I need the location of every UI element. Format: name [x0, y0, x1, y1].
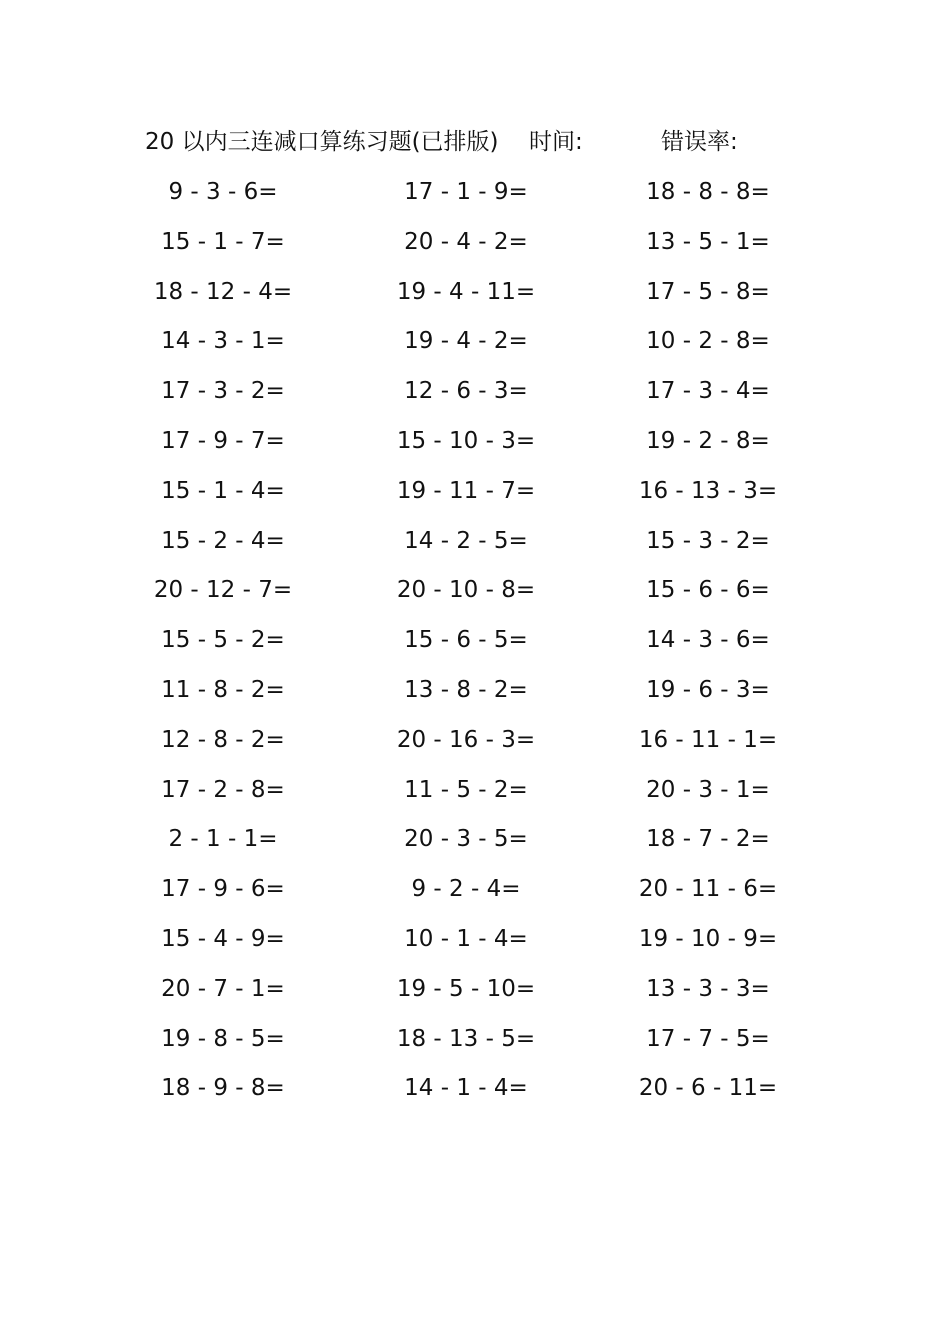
problem-item: 15 - 1 - 4=	[161, 477, 285, 504]
problem-item: 17 - 7 - 5=	[646, 1025, 770, 1052]
problem-item: 19 - 4 - 2=	[404, 328, 528, 355]
problem-grid	[0, 172, 950, 1118]
problem-item: 13 - 8 - 2=	[404, 676, 528, 703]
problem-row	[0, 670, 950, 720]
problem-item: 14 - 1 - 4=	[404, 1075, 528, 1102]
problem-row	[0, 222, 950, 272]
problem-item: 9 - 2 - 4=	[411, 876, 521, 903]
problem-item: 19 - 2 - 8=	[646, 427, 770, 454]
problem-row	[0, 272, 950, 322]
problem-item: 14 - 3 - 6=	[646, 627, 770, 654]
problem-item: 13 - 3 - 3=	[646, 975, 770, 1002]
problem-item: 19 - 6 - 3=	[646, 676, 770, 703]
time-label: 时间:	[529, 129, 583, 155]
problem-item: 11 - 8 - 2=	[161, 676, 285, 703]
problem-item: 17 - 9 - 6=	[161, 876, 285, 903]
error-rate-label: 错误率:	[661, 129, 738, 155]
worksheet-header	[145, 124, 845, 160]
problem-item: 2 - 1 - 1=	[168, 826, 278, 853]
problem-item: 20 - 4 - 2=	[404, 228, 528, 255]
problem-item: 17 - 9 - 7=	[161, 427, 285, 454]
problem-item: 11 - 5 - 2=	[404, 776, 528, 803]
problem-item: 20 - 10 - 8=	[396, 577, 536, 604]
problem-item: 13 - 5 - 1=	[646, 228, 770, 255]
problem-item: 18 - 9 - 8=	[161, 1075, 285, 1102]
problem-item: 20 - 6 - 11=	[638, 1075, 778, 1102]
problem-row	[0, 720, 950, 770]
problem-row	[0, 1068, 950, 1118]
problem-item: 17 - 5 - 8=	[646, 278, 770, 305]
problem-item: 15 - 6 - 5=	[404, 627, 528, 654]
problem-item: 19 - 8 - 5=	[161, 1025, 285, 1052]
problem-item: 15 - 3 - 2=	[646, 527, 770, 554]
problem-item: 15 - 10 - 3=	[396, 427, 536, 454]
problem-row	[0, 620, 950, 670]
problem-item: 19 - 10 - 9=	[638, 925, 778, 952]
problem-item: 19 - 5 - 10=	[396, 975, 536, 1002]
problem-item: 14 - 3 - 1=	[161, 328, 285, 355]
problem-row	[0, 869, 950, 919]
problem-row	[0, 172, 950, 222]
problem-item: 12 - 6 - 3=	[404, 378, 528, 405]
problem-row	[0, 570, 950, 620]
problem-row	[0, 371, 950, 421]
problem-item: 20 - 12 - 7=	[153, 577, 293, 604]
problem-item: 20 - 3 - 5=	[404, 826, 528, 853]
problem-item: 17 - 2 - 8=	[161, 776, 285, 803]
problem-row	[0, 969, 950, 1019]
problem-item: 16 - 13 - 3=	[638, 477, 778, 504]
problem-row	[0, 521, 950, 571]
problem-item: 19 - 11 - 7=	[396, 477, 536, 504]
problem-item: 10 - 2 - 8=	[646, 328, 770, 355]
problem-item: 17 - 3 - 2=	[161, 378, 285, 405]
problem-item: 18 - 13 - 5=	[396, 1025, 536, 1052]
problem-item: 18 - 7 - 2=	[646, 826, 770, 853]
problem-item: 20 - 7 - 1=	[161, 975, 285, 1002]
problem-item: 16 - 11 - 1=	[638, 726, 778, 753]
problem-item: 15 - 6 - 6=	[646, 577, 770, 604]
worksheet-title: 20 以内三连减口算练习题(已排版)	[145, 129, 499, 155]
problem-item: 10 - 1 - 4=	[404, 925, 528, 952]
problem-item: 19 - 4 - 11=	[396, 278, 536, 305]
problem-item: 14 - 2 - 5=	[404, 527, 528, 554]
problem-item: 20 - 3 - 1=	[646, 776, 770, 803]
problem-item: 20 - 16 - 3=	[396, 726, 536, 753]
problem-item: 18 - 12 - 4=	[153, 278, 293, 305]
problem-item: 15 - 1 - 7=	[161, 228, 285, 255]
problem-row	[0, 919, 950, 969]
problem-item: 20 - 11 - 6=	[638, 876, 778, 903]
problem-item: 12 - 8 - 2=	[161, 726, 285, 753]
problem-item: 15 - 5 - 2=	[161, 627, 285, 654]
problem-row	[0, 770, 950, 820]
problem-row	[0, 819, 950, 869]
problem-row	[0, 1019, 950, 1069]
problem-row	[0, 471, 950, 521]
problem-item: 18 - 8 - 8=	[646, 179, 770, 205]
problem-item: 17 - 3 - 4=	[646, 378, 770, 405]
problem-item: 17 - 1 - 9=	[404, 179, 528, 205]
problem-item: 15 - 2 - 4=	[161, 527, 285, 554]
problem-item: 9 - 3 - 6=	[168, 179, 278, 205]
problem-row	[0, 321, 950, 371]
problem-item: 15 - 4 - 9=	[161, 925, 285, 952]
problem-row	[0, 421, 950, 471]
